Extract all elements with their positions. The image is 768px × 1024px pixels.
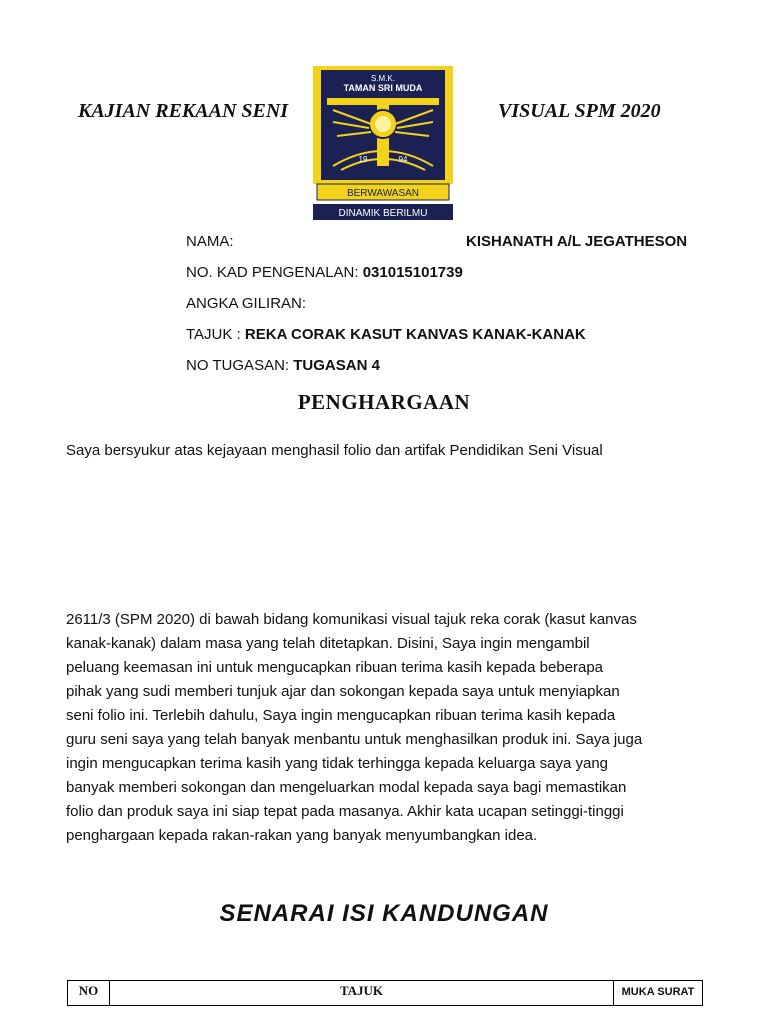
col-no-header: NO xyxy=(68,981,110,1005)
document-title-left: KAJIAN REKAAN SENI xyxy=(78,100,289,122)
col-muka-surat-header: MUKA SURAT xyxy=(621,986,695,998)
tajuk-value: REKA CORAK KASUT KANVAS KANAK-KANAK xyxy=(244,326,586,343)
nama-label: NAMA: xyxy=(186,233,234,250)
senarai-heading: SENARAI ISI KANDUNGAN xyxy=(219,900,549,927)
tugasan-row xyxy=(186,357,380,374)
body-line: penghargaan kepada rakan-rakan yang banyak menyumbangkan idea. xyxy=(66,827,538,844)
body-line: folio dan produk saya ini siap tepat pada masanya. Akhir kata ucapan setinggi-tinggi xyxy=(66,803,624,820)
logo-year-right: 94 xyxy=(398,155,408,164)
col-tajuk-header: TAJUK xyxy=(110,981,614,1005)
tugasan-label: NO TUGASAN: xyxy=(186,357,294,374)
tajuk-label: TAJUK : xyxy=(186,326,245,343)
tugasan-value: TUGASAN 4 xyxy=(293,357,380,374)
body-line: guru seni saya yang telah banyak menbantu untuk menghasilkan produk ini. Saya juga xyxy=(66,731,643,748)
body-line: 2611/3 (SPM 2020) di bawah bidang komunikasi visual tajuk reka corak (kasut kanvas xyxy=(66,611,637,628)
body-line: banyak memberi sokongan dan mengeluarkan modal kepada saya bagi memastikan xyxy=(66,779,627,796)
penghargaan-body xyxy=(66,608,716,848)
body-line: kanak-kanak) dalam masa yang telah ditetapkan. Disini, Saya ingin mengambil xyxy=(66,635,590,652)
nama-value: KISHANATH A/L JEGATHESON xyxy=(466,233,688,250)
contents-table-header xyxy=(67,980,703,1006)
body-line: ingin mengucapkan terima kasih yang tidak terhingga kepada keluarga saya yang xyxy=(66,755,609,772)
body-line: seni folio ini. Terlebih dahulu, Saya ingin mengucapkan ribuan terima kasih kepada xyxy=(66,707,616,724)
school-logo xyxy=(313,66,453,222)
angka-giliran-label: ANGKA GILIRAN: xyxy=(186,295,307,312)
logo-banner-top: BERWAWASAN xyxy=(346,188,420,199)
kad-pengenalan-value: 031015101739 xyxy=(362,264,463,281)
document-title-right: VISUAL SPM 2020 xyxy=(498,100,661,122)
kad-pengenalan-label: NO. KAD PENGENALAN: xyxy=(186,264,363,281)
logo-banner-bottom: DINAMIK BERILMU xyxy=(338,208,428,219)
body-line: pihak yang sudi memberi tunjuk ajar dan sokongan kepada saya untuk menyiapkan xyxy=(66,683,620,700)
penghargaan-heading: PENGHARGAAN xyxy=(297,390,471,414)
penghargaan-intro: Saya bersyukur atas kejayaan menghasil folio dan artifak Pendidikan Seni Visual xyxy=(66,442,603,459)
logo-year-left: 19 xyxy=(358,155,368,164)
kad-pengenalan-row xyxy=(186,264,463,281)
logo-school-name: TAMAN SRI MUDA xyxy=(343,83,423,93)
body-line: peluang keemasan ini untuk mengucapkan ribuan terima kasih kepada beberapa xyxy=(66,659,604,676)
logo-top-text: S.M.K. xyxy=(370,74,396,83)
tajuk-row xyxy=(186,326,586,343)
